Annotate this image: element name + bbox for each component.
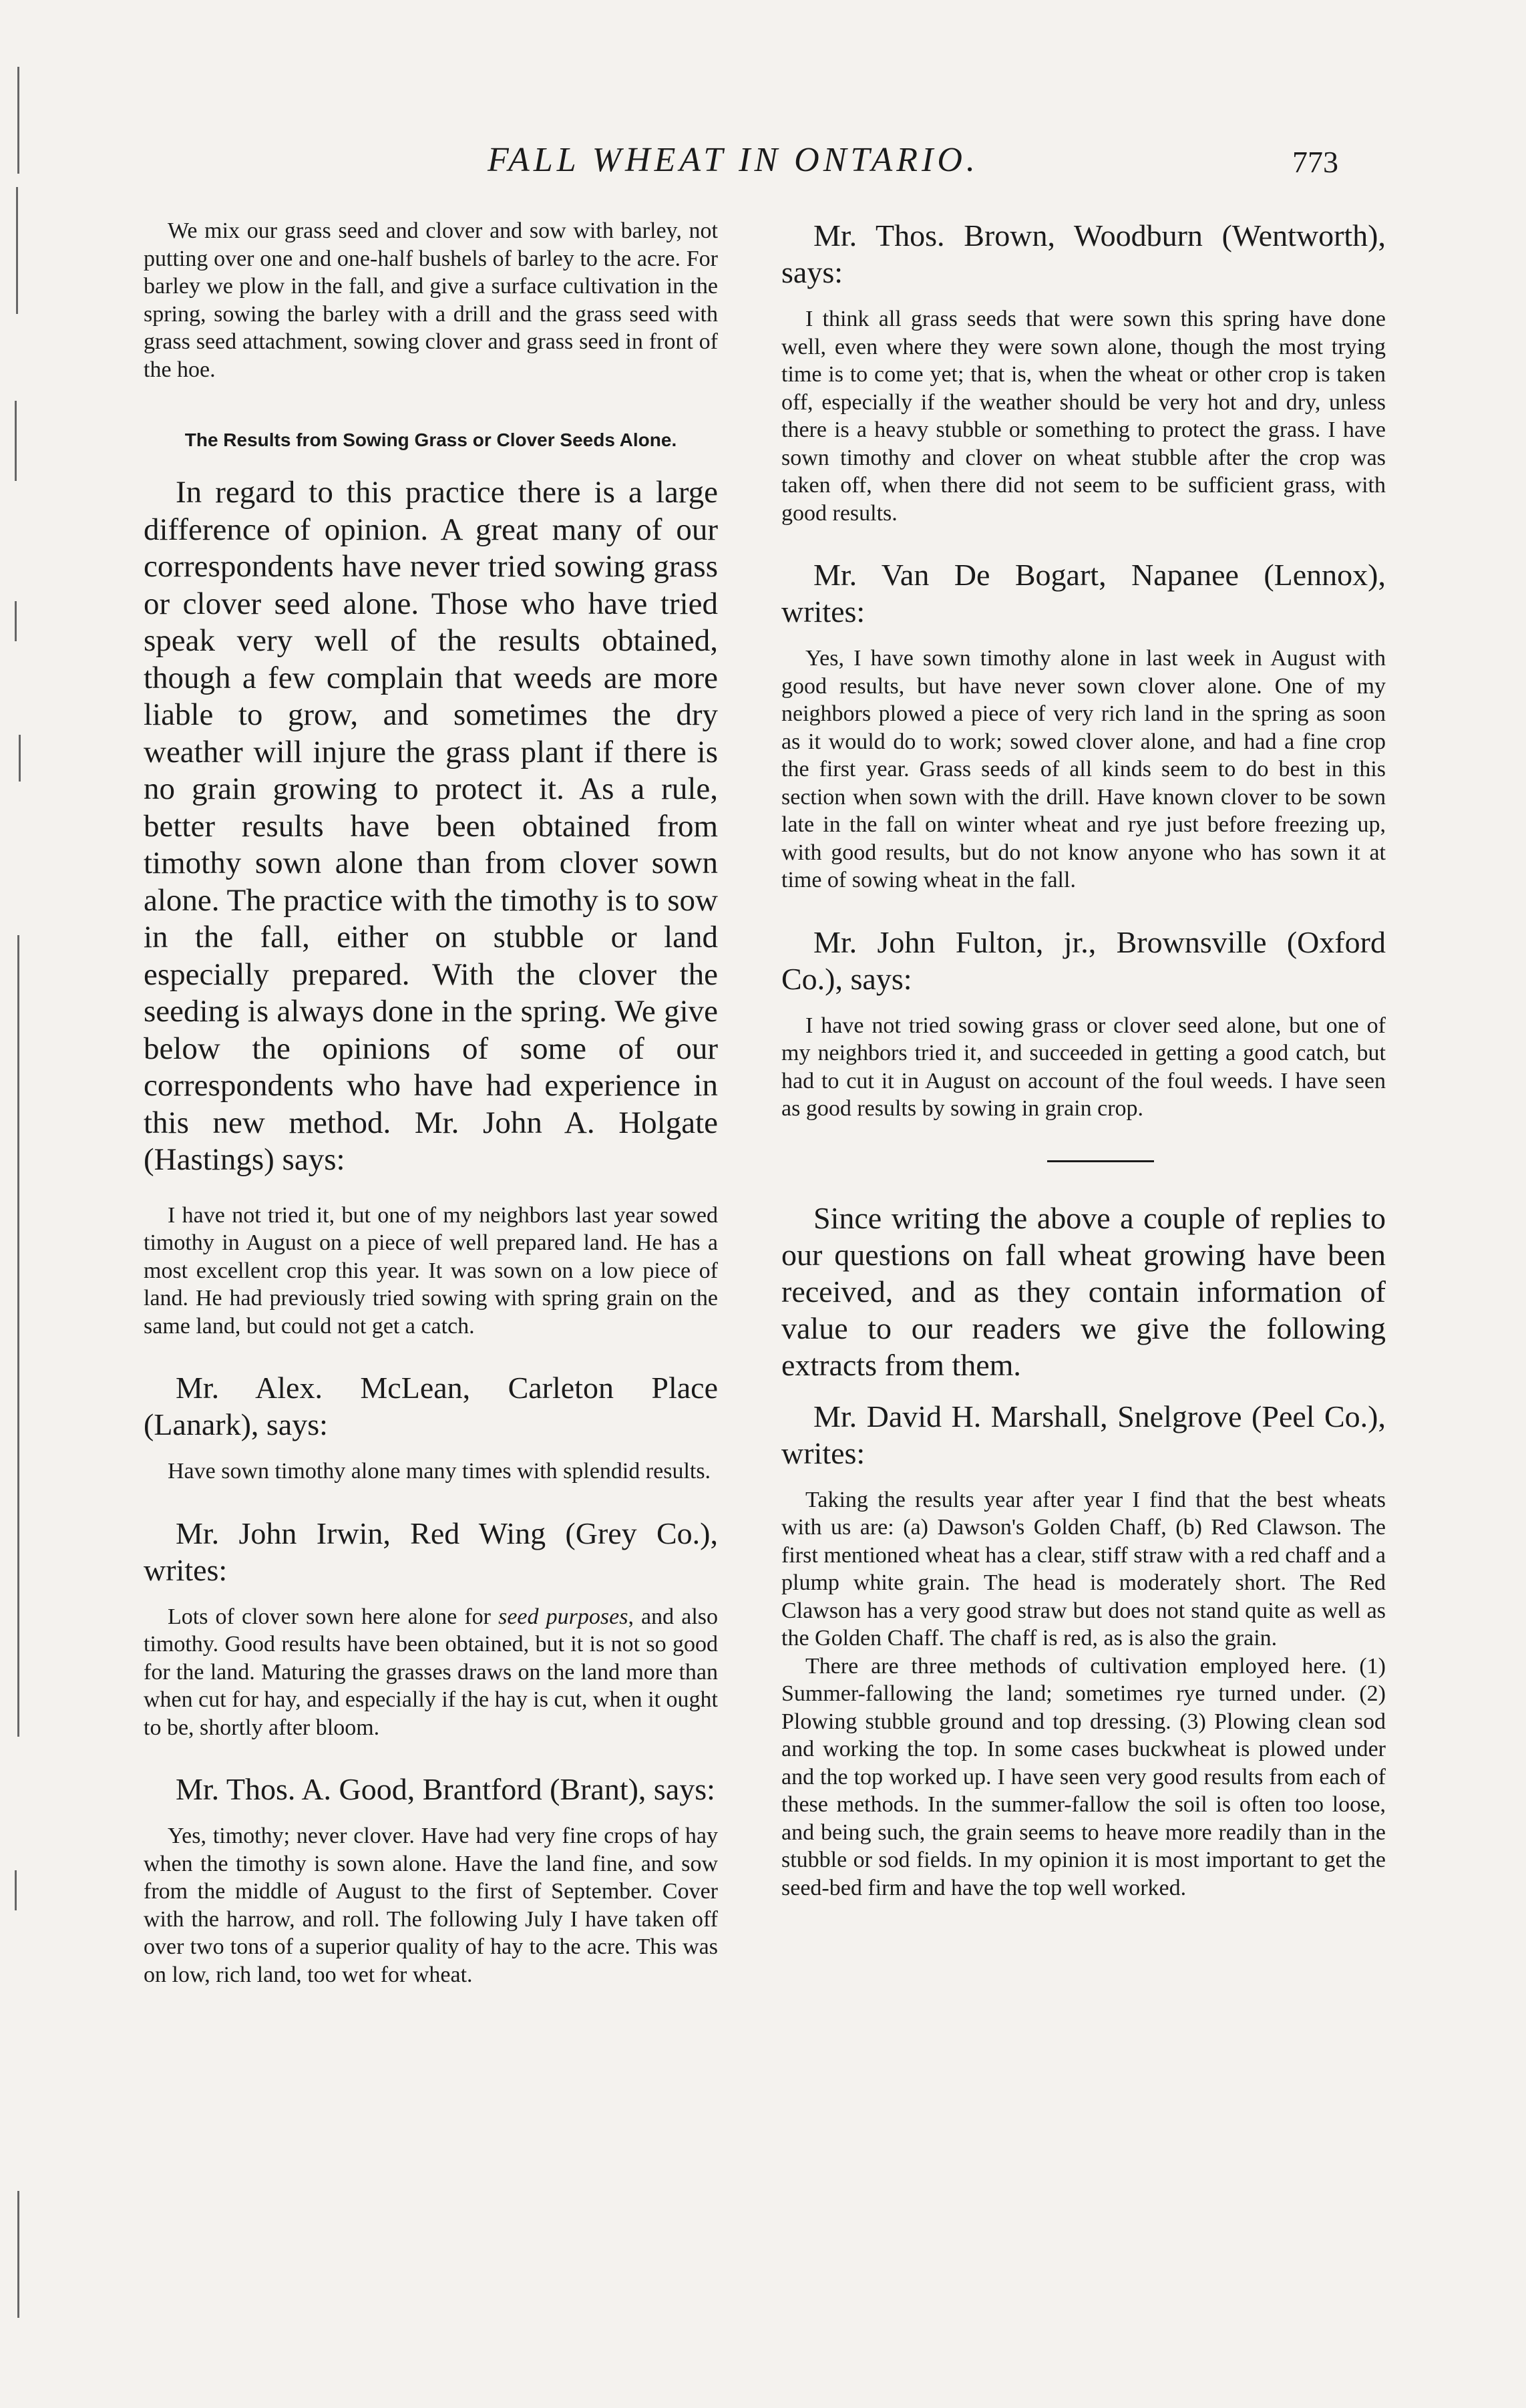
quote-fulton: I have not tried sowing grass or clover seed alone, but one of my neighbors tried it, and succeeded in getting a good catch, but had to cut it in August on account of the foul weeds. I have seen as good results by sowing in grain crop. [781,1013,1386,1121]
quote-irwin: Lots of clover sown here alone for seed purposes, and also timothy. Good results have been obtained, but it is not so good for the land. Maturing the grasses draws on the land more than when cut for hay, and especially if the hay is cut, when it ought to be, shortly after bloom. [144,1604,719,1740]
section-divider [1047,1160,1154,1162]
left-column [144,217,718,1989]
paragraph: We mix our grass seed and clover and sow with barley, not putting over one and one-half bushels of barley to the acre. For barley we plow in the fall, and give a surface cultivation in the spring, sowing the barley with a drill and the grass seed with grass seed attachment, sowing clover and grass seed in front of the hoe. [144,218,718,382]
quote-van-de-bogart: Yes, I have sown timothy alone in last week in August with good results, but have never sown clover alone. One of my neighbors plowed a piece of very rich land in the spring as soon as it would do to work; sowed clover alone, and had a fine crop the first year. Grass seeds of all kinds seem to do best in this section when sown with the drill. Have known clover to be sown late in the fall on winter wheat and rye just before freezing up, with good results, but do not know anyone who has sown it at time of sowing wheat in the fall. [781,646,1386,892]
speaker-fulton: Mr. John Fulton, jr., Brownsville (Oxford Co.), says: [781,924,1386,996]
page-header [0,140,1526,200]
page-number: 773 [1292,145,1338,179]
speaker-mclean: Mr. Alex. McLean, Carleton Place (Lanark), says: [144,1371,718,1441]
quote-marshall: Taking the results year after year I find that the best wheats with us are: (a) Dawson's Golden Chaff, (b) Red Clawson. The first mentioned wheat has a clear, stiff straw with a red chaff and a plump white grain. The head is moderately short. The Red Clawson has a very good straw but does not stand quite as well as the Golden Chaff. The chaff is red, as is also the grain. There are three methods of cultivation employed here. (1) Summer-fallowing the land; sometimes rye turned under. (2) Plowing stubble ground and top dressing. (3) Plowing clean sod and working the top. In some cases buckwheat is plowed under and the top worked up. I have seen very good results from each of these methods. In the summer-fallow the soil is often too loose, and being such, the grain seems to heave more readily than in the stubble or sod fields. In my opinion it is most important to get the seed-bed firm and have the top well worked. [781,1487,1386,1900]
speaker-brown: Mr. Thos. Brown, Woodburn (Wentworth), says: [781,218,1386,289]
speaker-good: Mr. Thos. A. Good, Brantford (Brant), says: [176,1772,715,1806]
scan-margin [0,0,60,2408]
quote-good: Yes, timothy; never clover. Have had very fine crops of hay when the timothy is sown alone. Have the land fine, and sow from the middle of August to the first of September. Cover with the harrow, and roll. The following July I have taken off over two tons of a superior quality of hay to the acre. This was on low, rich land, too wet for wheat. [144,1824,718,1987]
quote-holgate: I have not tried it, but one of my neighbors last year sowed timothy in August on a piece of well prepared land. He has a most excellent crop this year. It was sown on a low piece of land. He had previously tried sowing with spring grain on the same land, but could not get a catch. [144,1202,718,1339]
quote-mclean: Have sown timothy alone many times with splendid results. [168,1459,711,1484]
speaker-irwin: Mr. John Irwin, Red Wing (Grey Co.), writes: [144,1516,718,1587]
speaker-marshall: Mr. David H. Marshall, Snelgrove (Peel Co.), writes: [781,1399,1386,1470]
quote-brown: I think all grass seeds that were sown this spring have done well, even where they were sown alone, though the most trying time is to come yet; that is, when the wheat or other crop is taken off, especially if the weather should be very hot and dry, unless there is a heavy stubble or something to protect the grass. I have sown timothy and clover on wheat stubble after the crop was taken off, when there did not seem to be sufficient grass, with good results. [781,307,1386,526]
running-title: FALL WHEAT IN ONTARIO. [488,141,979,179]
right-column [781,217,1386,1902]
speaker-van-de-bogart: Mr. Van De Bogart, Napanee (Lennox), writes: [781,558,1386,629]
body-paragraph: In regard to this practice there is a large difference of opinion. A great many of our correspondents have never tried sowing grass or clover seed alone. Those who have tried speak very well of the results obtained, though a few complain that weeds are more liable to grow, and sometimes the dry weather will injure the grass plant if there is no grain growing to protect it. As a rule, better results have been obtained from timothy sown alone than from clover sown alone. The practice with the timothy is to sow in the fall, either on stubble or land especially prepared. With the clover the seeding is always done in the spring. We give below the opinions of some of our correspondents who have had experience in this new method. Mr. John A. Holgate (Hastings) says: [144,475,718,1177]
body-paragraph-update: Since writing the above a couple of replies to our questions on fall wheat growing have been received, and as they contain information of value to our readers we give the following extracts from them. [781,1200,1386,1382]
section-heading: The Results from Sowing Grass or Clover Seeds Alone. [184,429,677,450]
